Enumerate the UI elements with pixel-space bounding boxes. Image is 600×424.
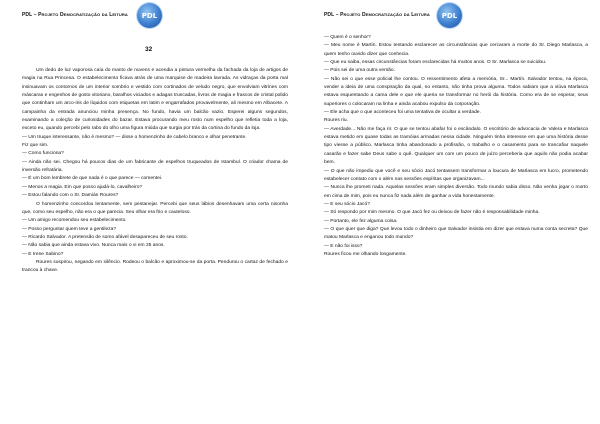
paragraph: — Um amigo recomendou seu estabelecimento. bbox=[22, 218, 127, 224]
paragraph: — Estou falando com o Sr. Damián Roures? bbox=[22, 193, 119, 199]
paragraph: — É um bom lembrete de que nada é o que parece — comentei. bbox=[22, 176, 163, 182]
paragraph: — Averdade... Não me faça rir. O que se tentou abafar foi o escândalo. O escritório de advocacia de Valera e Marlasca estava metido em quase todas as tramóias armadas nessa cidade. Ninguém tinha interesse em que uma história desse tipo viesse a público. Marlasca tinha abandonado a profissão, o trabalho e o casamento para se trancafiar naquele casarão e fazer sabe Deus sabe o quê. Qualquer um com um pouco de juízo perceberia que aquilo não podia acabar bem. bbox=[324, 126, 588, 166]
logo-text: PDL bbox=[441, 11, 458, 20]
paragraph: — Menos a magia. Em que posso ajudá-lo, cavalheiro? bbox=[22, 184, 143, 190]
paragraph: — Só respondo por mim mesmo. O que Jacó fez ou deixou de fazer não é responsabilidade minha. bbox=[324, 210, 540, 216]
paragraph: O homenzinho concordou lentamente, sem pestanejar. Percebi que seus lábios desenhavam uma certa nisonha que, como seu espelho, não era o que parecia. Seu olhar era frio e cauteloso. bbox=[22, 201, 288, 215]
paragraph: — Não sabia que ainda estava vivo. Nunca mais o vi em 25 anos. bbox=[22, 243, 165, 249]
right-page bbox=[300, 0, 600, 424]
pdl-logo-icon bbox=[437, 3, 462, 28]
paragraph: — E seu sócio Jacó? bbox=[324, 201, 370, 207]
page-number: 32 bbox=[145, 46, 153, 53]
paragraph: Roures ficou me olhando longamente. bbox=[324, 251, 407, 257]
paragraph: — E Irene Sabino? bbox=[22, 251, 64, 257]
paragraph: Fiz que sim. bbox=[22, 143, 49, 149]
running-head: PDL – Projeto Democratização da Leitura bbox=[22, 12, 128, 18]
paragraph: — Que eu saiba, essas circunstâncias foram esclarecidas há muitos anos. O Sr. Marlasca se suicidou. bbox=[324, 60, 547, 66]
paragraph: — Não sei o que esse policial lhe contou. O ressentimento afeta a memória, Sr... Martín. Salvador tentou, na época, vender a ideia de uma conspiração da qual, no entanto, não tinha prova alguma. Todos sabiam que a viúva Marlasca estava esquentando a cama dele e que ele queria se transformar no herói da história. Como era de se esperar, seus superiores o colocaram na linha e ainda acabou expulso da corporação. bbox=[324, 76, 588, 107]
paragraph: — Posso perguntar quem teve a gentileza? bbox=[22, 226, 117, 232]
paragraph: — Nunca lhe prometi nada. Aquelas sessões eram simples diversão. Todo mundo sabia disso. Não venha jogar o morto em cima de mim, pois eu nunca fiz nada além de ganhar a vida honestamente. bbox=[324, 185, 588, 199]
paragraph: — Portanto, ele fez alguma coisa. bbox=[324, 218, 398, 224]
right-page-text bbox=[324, 34, 588, 259]
paragraph: — O que quer que diga? Que levou todo o dinheiro que Salvador insistia em dizer que estava numa conta secreta? Que matou Marlasca e enganou todo mundo? bbox=[324, 226, 588, 241]
paragraph: — O que não impediu que você e seu sócio Jacó tentassem transformar a loucura de Marlasca em lucro, prometendo estabelecer contato com o além nas sessões espíritas que organizavam... bbox=[324, 168, 588, 182]
paragraph: — Ele acha que o que aconteceu foi uma tentativa de ocultar a verdade. bbox=[324, 110, 481, 116]
paragraph: — E não foi isso? bbox=[324, 243, 363, 249]
pdl-logo-icon bbox=[137, 3, 162, 28]
paragraph: — Ainda não sei. Chegou há poucos dias de um fabricante de espelhos truqueados de Istambul. O criador chama de inversão refratária. bbox=[22, 159, 288, 174]
paragraph: Roures riu. bbox=[324, 118, 348, 124]
running-head: PDL – Projeto Democratização da Leitura bbox=[324, 12, 430, 18]
paragraph: — Pois sei de uma outra versão. bbox=[324, 68, 395, 74]
paragraph: — Quem é o senhor? bbox=[324, 35, 371, 40]
paragraph: — Como funciona? bbox=[22, 151, 64, 157]
paragraph: — Ricardo Salvador. A pretensão de somo afável desapareceu de seu rosto. bbox=[22, 234, 188, 240]
left-page-text bbox=[22, 67, 288, 276]
paragraph: Um dedo de luz vaporosa caía do manto de nuvens e acendia a pintura vermelha da fachada da loja de artigos de magia na Rua Princesa. O estabelecimento ficava atrás de uma marquise de madeira lavrada. As vidraças da porta mal insinuavam os contornos de um interior sombrio e vestido com cortinados de veludo negro, que envolviam vitrines com máscaras e engenhos de gosto vitoriano, baralhos viciados e adagas truncadas, livros de magia e frascos de cristal polido que continham um arco-íris de líquidos com etiquetas em latim e engarrafados provavelmente, ali mesmo em Albacete. A campainha da entrada anunciou minha presença. No fundo, havia um balcão vazio. Esperei alguns segundos, examinando a coleção de curiosidades do bazar. Estava procurando meu rosto num espelho que refletia toda a loja, exceto eu, quando percebi pelo rabo do olho uma figura miúda que surgia por trás da cortina do fundo da loja. bbox=[22, 68, 288, 132]
logo-text: PDL bbox=[141, 11, 158, 20]
paragraph: Roures suspirou, negando em silêncio. Rodeou o balcão e aproximou-se da porta. Pendurou o cartaz de fechado e trancou à chave. bbox=[22, 259, 288, 274]
paragraph: — Um truque interessante, não é mesmo? — disse o homenzinho de cabelo branco e olhar penetrante. bbox=[22, 134, 247, 140]
paragraph: — Meu nome é Martín. Estou tentando esclarecer as circunstâncias que cercaram a morte do Sr. Diego Marlasca, a quem tenho ouvido dizer que conhecia. bbox=[324, 43, 588, 57]
